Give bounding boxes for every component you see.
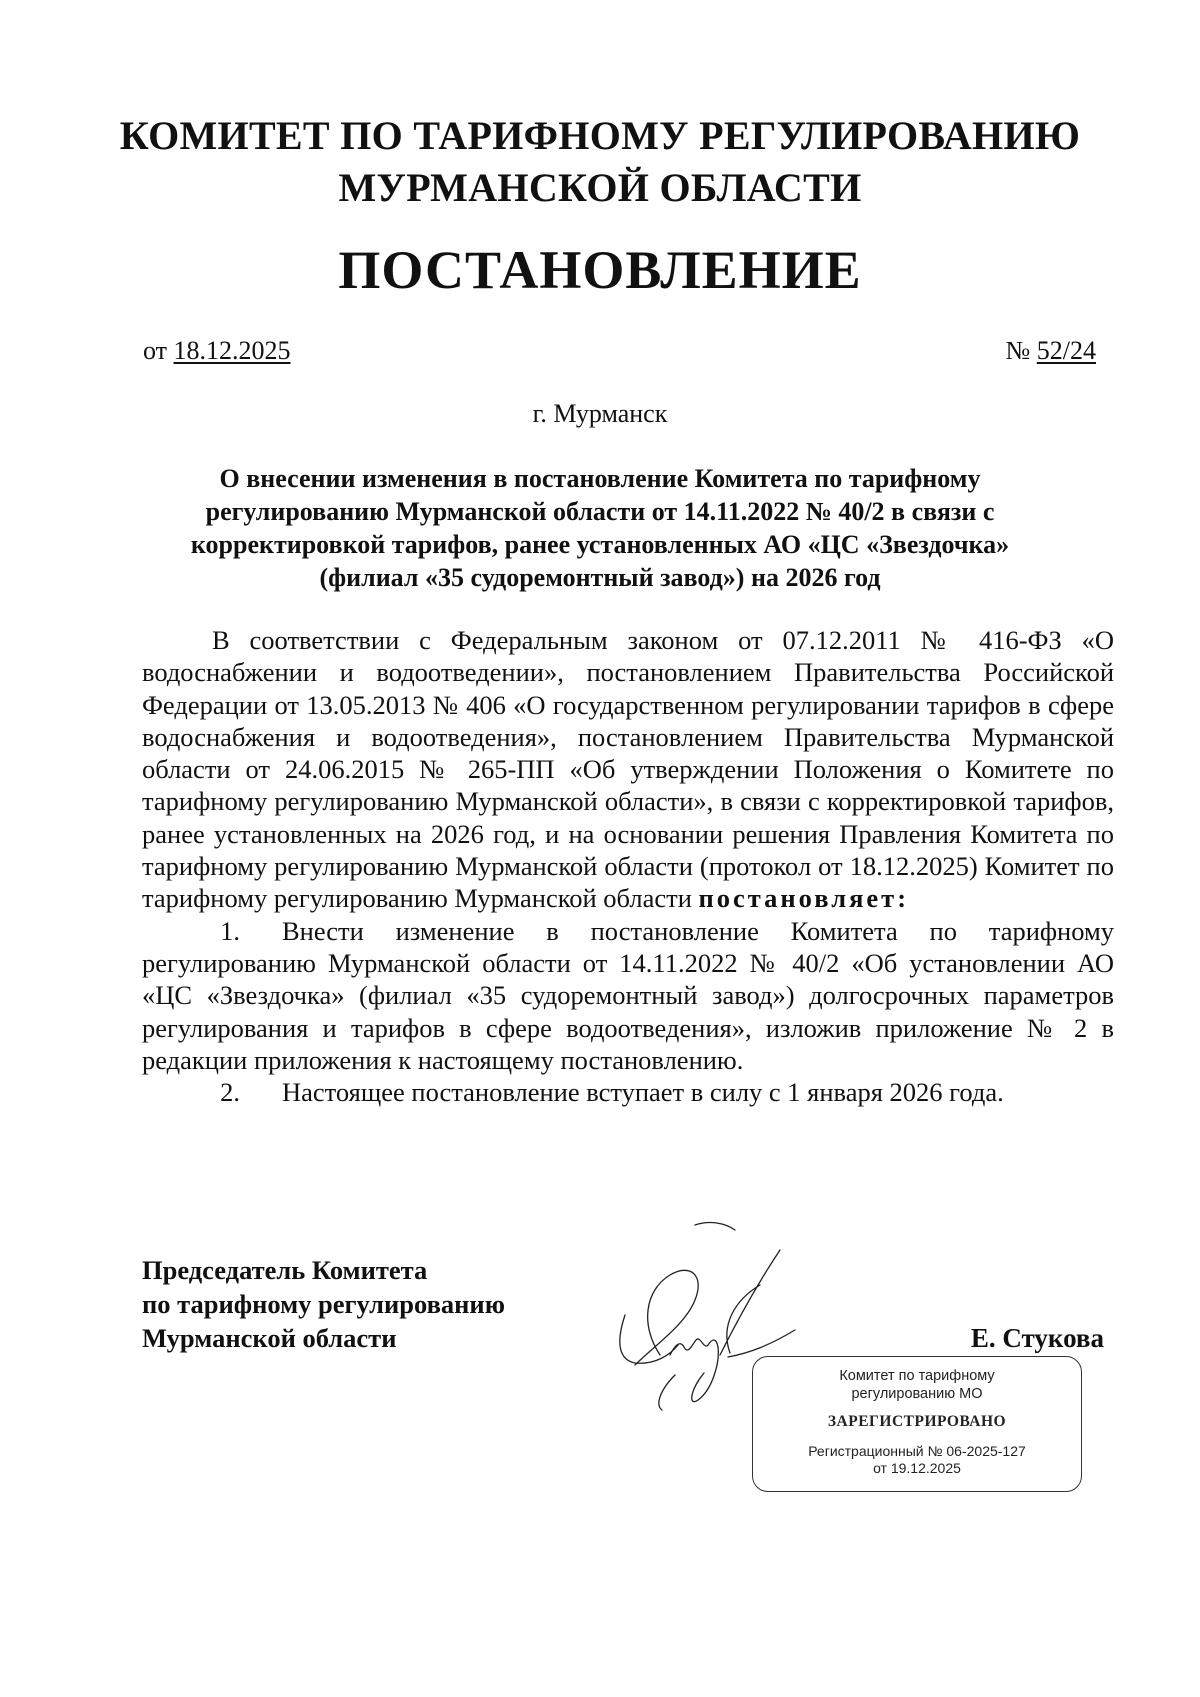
org-line-1: КОМИТЕТ ПО ТАРИФНОМУ РЕГУЛИРОВАНИЮ [119, 113, 1081, 158]
item-first-line: Внести изменение в постановление Комитета по тарифному [282, 915, 1114, 946]
subject-line-3: корректировкой тарифов, ранее установленных АО «ЦС «Звездочка» [190, 530, 1010, 559]
organization-name [0, 110, 1200, 214]
signer-title-line-3: Мурманской области [142, 1323, 397, 1353]
stamp-status: ЗАРЕГИСТРИРОВАНО [827, 1413, 1007, 1430]
stamp-registration [753, 1443, 1081, 1477]
preamble-paragraph [142, 624, 1114, 915]
date-value: 18.12.2025 [173, 336, 291, 365]
document-subject [160, 462, 1040, 594]
document-type: ПОСТАНОВЛЕНИЕ [338, 240, 862, 300]
list-item [142, 915, 1114, 947]
date-prefix: от [143, 336, 168, 365]
stamp-organization [753, 1367, 1081, 1403]
signer-title [142, 1253, 505, 1355]
stamp-org-line-2: регулированию МО [851, 1386, 983, 1402]
document-date [143, 335, 291, 367]
preamble-text: В соответствии с Федеральным законом от 07.12.2011 № 416-ФЗ «О водоснабжении и водоотведении», постановлением Правительства Российской Федерации от 13.05.2013 № 406 «О государственном регулировании тарифов в сфере водоснабжения и водоотведения», постановлением Правительства Мурманской области от 24.06.2015 № 265-ПП «Об утверждении Положения о Комитете по тарифному регулированию Мурманской области», в связи с корректировкой тарифов, ранее установленных на 2026 год, и на основании решения Правления Комитета по тарифному регулированию Мурманской области (протокол от 18.12.2025) Комитет по тарифному регулированию Мурманской области [142, 625, 1114, 914]
signer-title-line-2: по тарифному регулированию [142, 1289, 505, 1319]
item-number: 2. [220, 1077, 240, 1108]
subject-line-1: О внесении изменения в постановление Комитета по тарифному [219, 464, 981, 493]
registration-stamp [752, 1356, 1082, 1492]
document-body [142, 624, 1114, 1108]
stamp-org-line-1: Комитет по тарифному [839, 1368, 995, 1384]
signer-title-line-1: Председатель Комитета [142, 1255, 428, 1285]
subject-line-4: (филиал «35 судоремонтный завод») на 2026 год [319, 563, 881, 592]
item-first-line: Настоящее постановление вступает в силу с 1 января 2026 года. [282, 1077, 1004, 1108]
stamp-reg-number: Регистрационный № 06-2025-127 [808, 1443, 1026, 1459]
list-item [142, 1076, 1114, 1108]
city: г. Мурманск [532, 399, 668, 428]
subject-line-2: регулированию Мурманской области от 14.11.2022 № 40/2 в связи с [205, 497, 995, 526]
document-number [1005, 335, 1096, 367]
decree-word: постановляет: [698, 883, 910, 914]
signer-name: Е. Стукова [970, 1323, 1104, 1353]
number-prefix: № [1005, 336, 1031, 365]
item-text: регулированию Мурманской области от 14.11.2022 № 40/2 «Об установлении АО «ЦС «Звездочка» (филиал «35 судоремонтный завод») долгосрочных параметров регулирования и тарифов в сфере водоотведения», изложив приложение № 2 в редакции приложения к настоящему постановлению. [142, 947, 1114, 1075]
stamp-reg-date: от 19.12.2025 [873, 1460, 961, 1476]
number-value: 52/24 [1036, 336, 1096, 365]
org-line-2: МУРМАНСКОЙ ОБЛАСТИ [338, 165, 862, 210]
item-number: 1. [220, 915, 240, 946]
